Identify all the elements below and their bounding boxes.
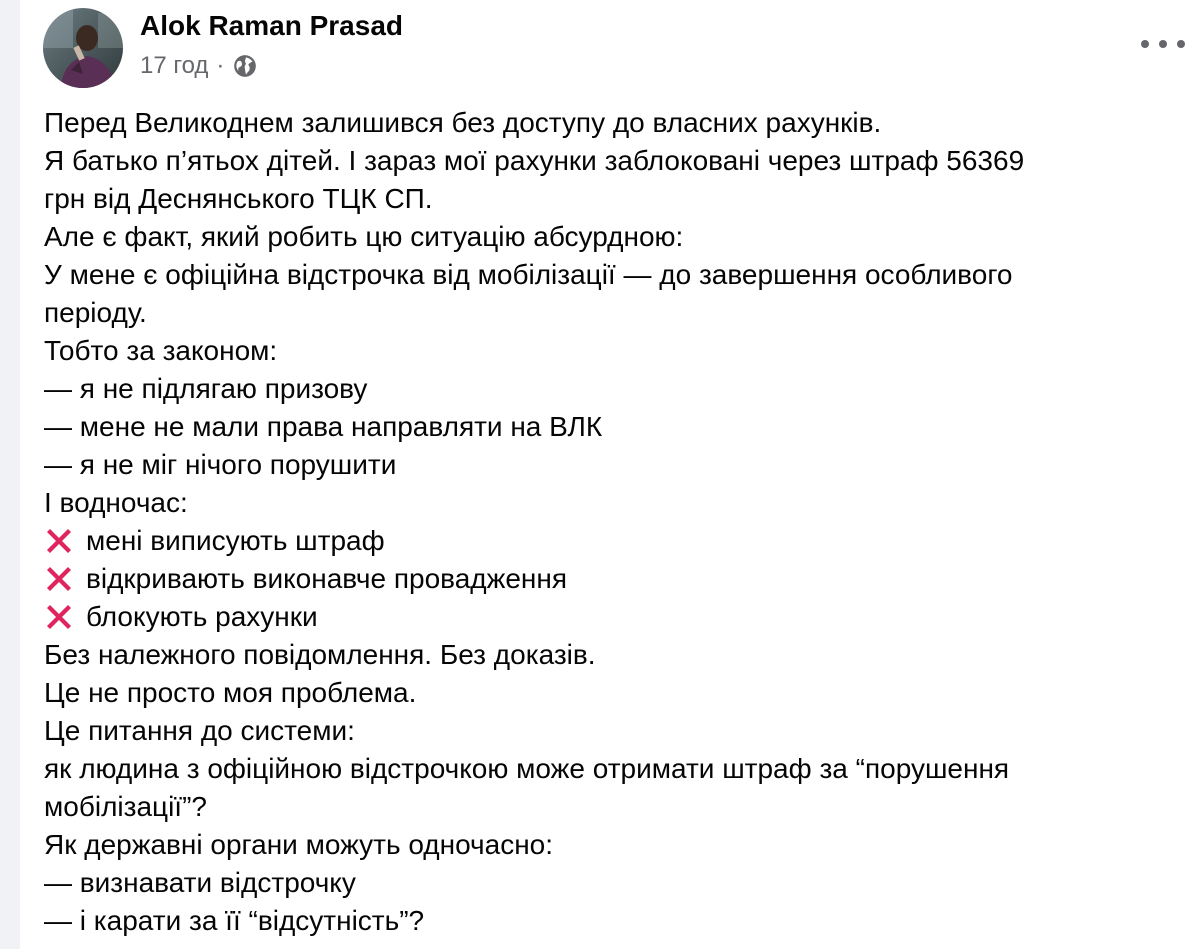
post-list-item — [44, 560, 1144, 598]
post-line: грн від Деснянського ТЦК СП. — [44, 183, 433, 214]
post-meta — [140, 48, 258, 84]
post-line: мобілізації”? — [44, 791, 207, 822]
more-dot — [1177, 40, 1185, 48]
post-text — [44, 104, 1144, 940]
post-line: — я не підлягаю призову — [44, 373, 368, 404]
post-timestamp[interactable]: 17 год — [140, 52, 209, 79]
post-line: як людина з офіційною відстрочкою може отримати штраф за “порушення — [44, 753, 1010, 784]
post-line: — я не міг нічого порушити — [44, 449, 397, 480]
post-line: — мене не мали права направляти на ВЛК — [44, 411, 603, 442]
avatar-image — [43, 8, 123, 88]
post-list-item — [44, 598, 1144, 636]
post-line: Перед Великоднем залишився без доступу до власних рахунків. — [44, 107, 882, 138]
post-line: У мене є офіційна відстрочка від мобілізації — до завершення особливого — [44, 259, 1013, 290]
list-item-text: відкривають виконавче провадження — [86, 563, 568, 594]
author-avatar[interactable] — [43, 8, 123, 88]
cross-mark-icon — [44, 564, 74, 594]
globe-icon[interactable] — [232, 53, 258, 79]
post-line: І водночас: — [44, 487, 188, 518]
cross-mark-icon — [44, 602, 74, 632]
post-line: Як державні органи можуть одночасно: — [44, 829, 554, 860]
post-line: Це не просто моя проблема. — [44, 677, 417, 708]
list-item-text: мені виписують штраф — [86, 525, 385, 556]
post-line: Я батько п’ятьох дітей. І зараз мої рахунки заблоковані через штраф 56369 — [44, 145, 1025, 176]
post-line: Але є факт, який робить цю ситуацію абсурдною: — [44, 221, 684, 252]
post-line: — і карати за її “відсутність”? — [44, 905, 425, 936]
post-line: Це питання до системи: — [44, 715, 355, 746]
post-line: — визнавати відстрочку — [44, 867, 356, 898]
more-dot — [1159, 40, 1167, 48]
list-item-text: блокують рахунки — [86, 601, 318, 632]
meta-separator: · — [216, 52, 225, 79]
more-options-icon[interactable] — [1141, 28, 1185, 60]
post-list-item — [44, 522, 1144, 560]
post-line: періоду. — [44, 297, 147, 328]
cross-mark-icon — [44, 526, 74, 556]
post-line: Тобто за законом: — [44, 335, 278, 366]
post-line: Без належного повідомлення. Без доказів. — [44, 639, 596, 670]
post-card — [20, 0, 1195, 949]
more-dot — [1141, 40, 1149, 48]
author-name[interactable]: Alok Raman Prasad — [140, 10, 403, 41]
